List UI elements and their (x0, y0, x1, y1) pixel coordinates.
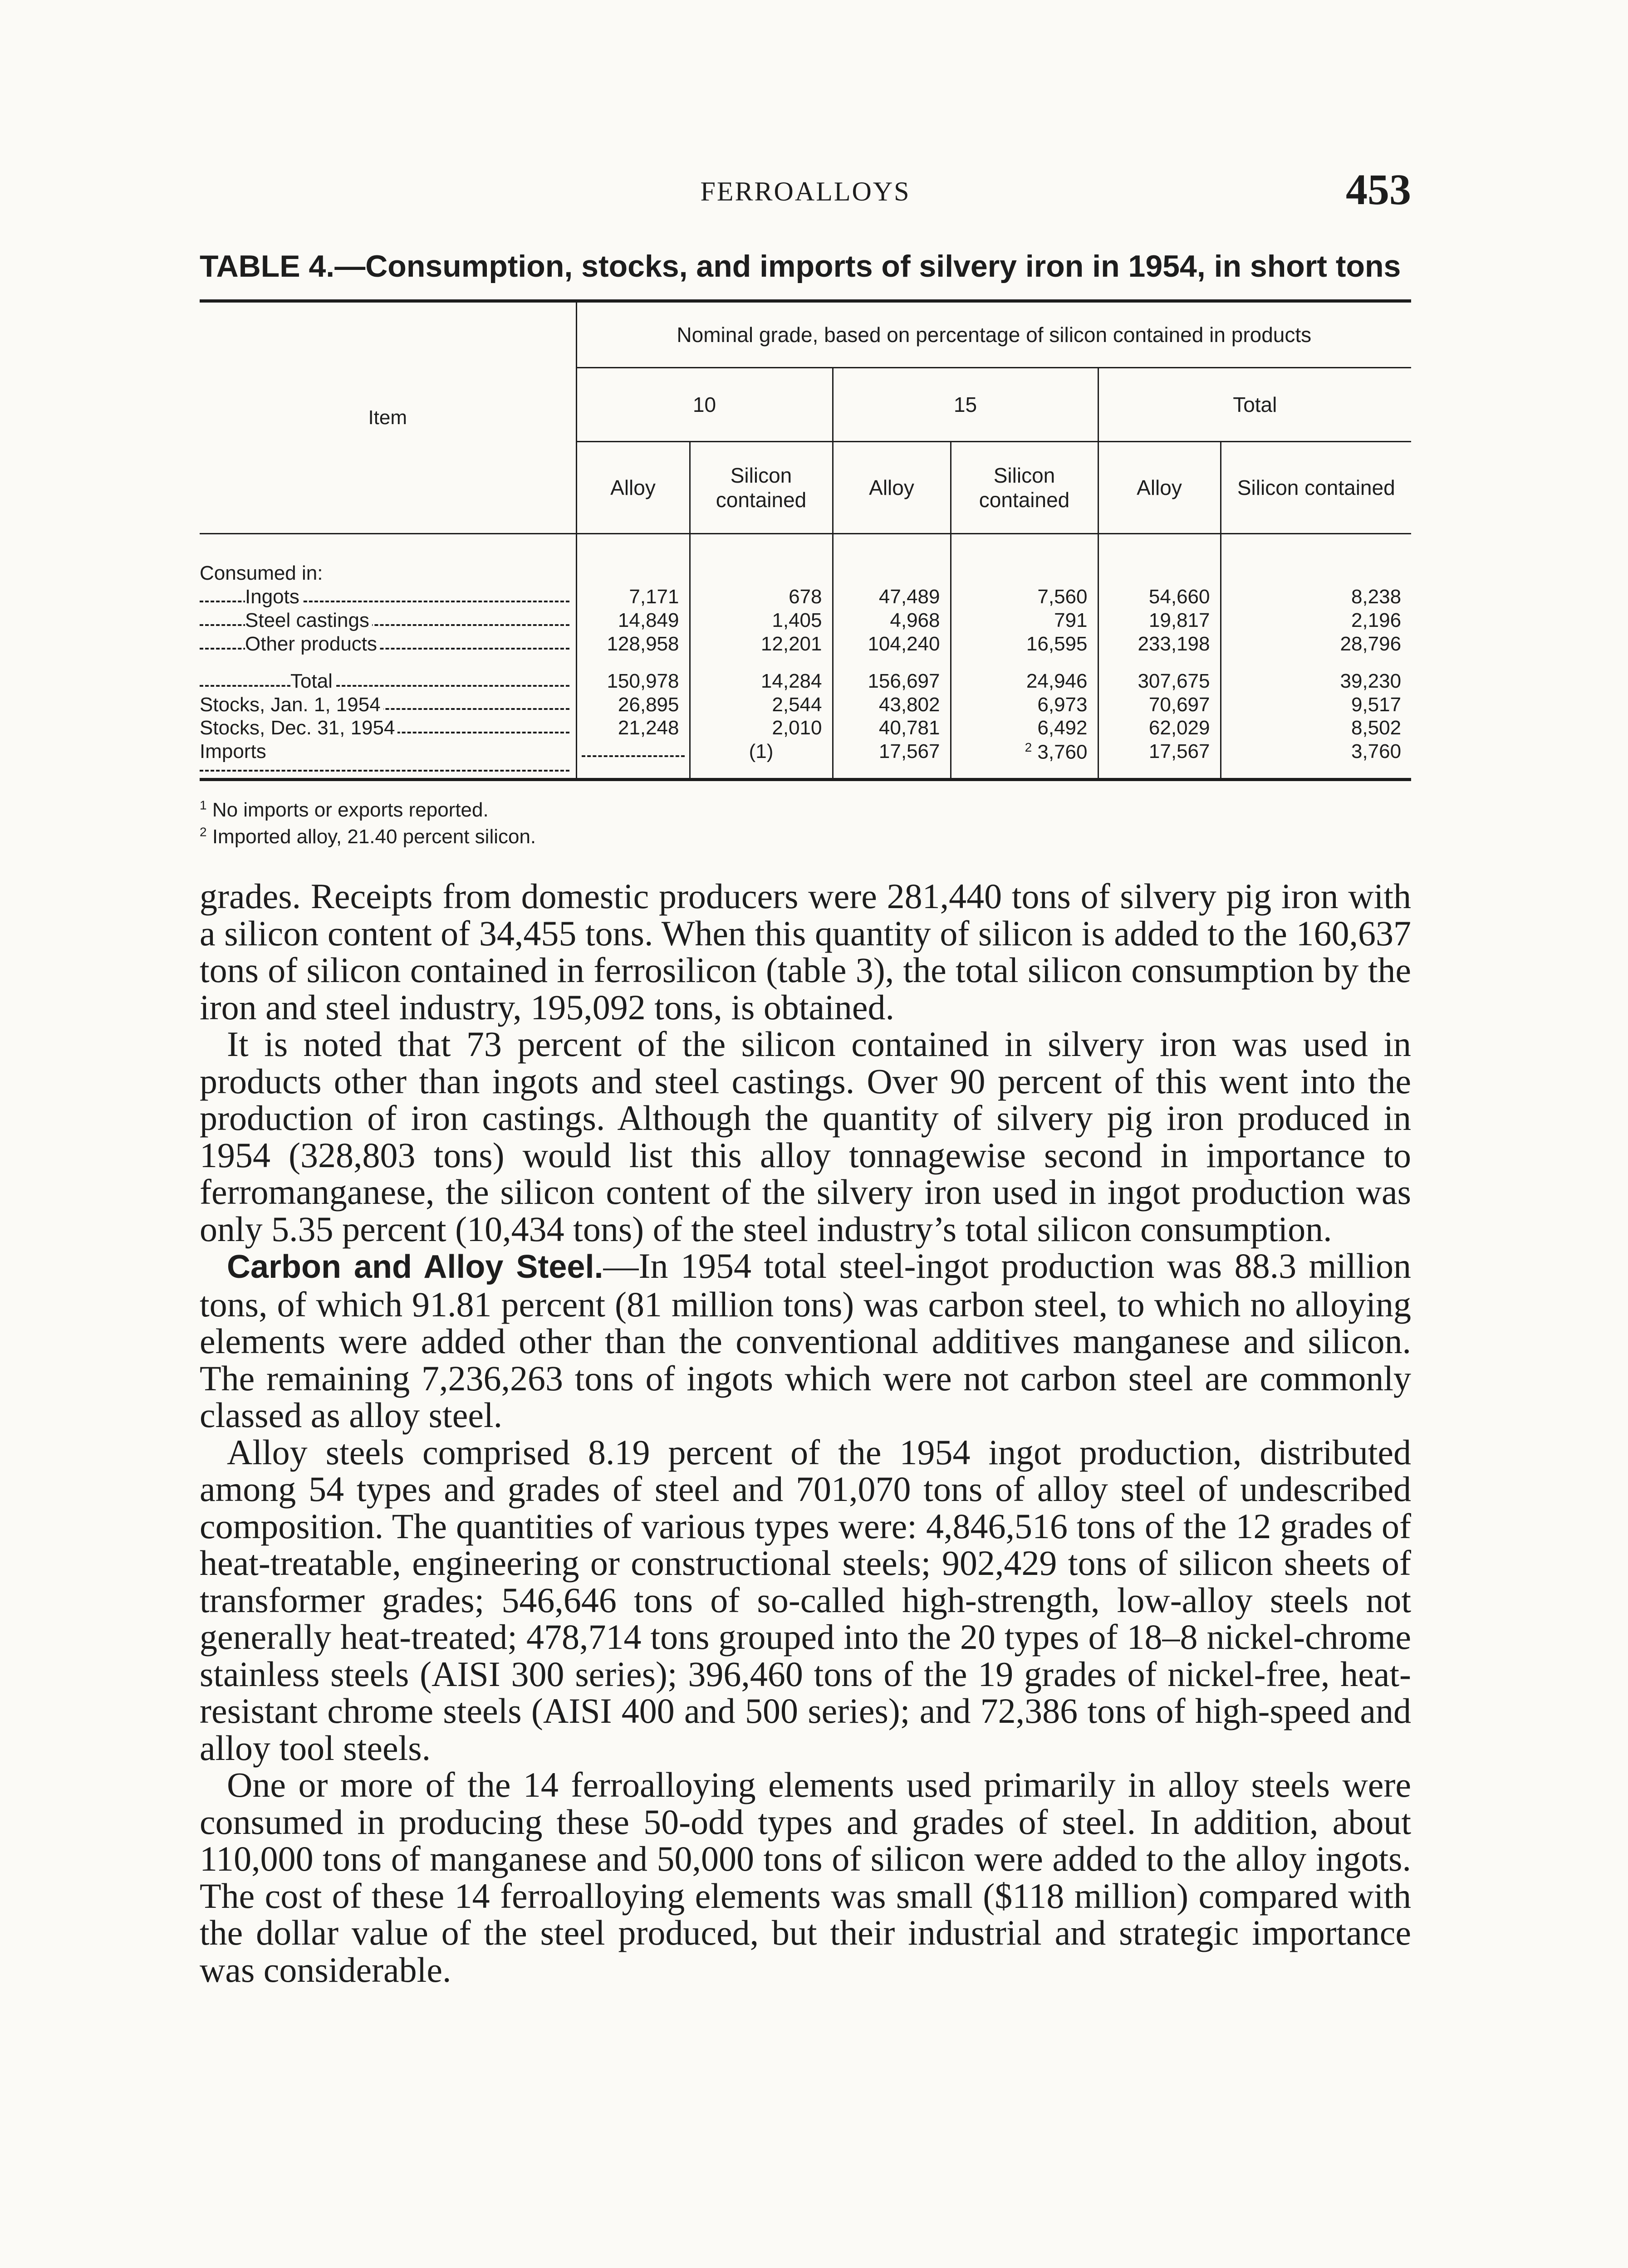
silvery-iron-table (200, 299, 1411, 781)
table-row (200, 740, 1411, 779)
cell: 104,240 (833, 632, 951, 656)
cell: 128,958 (576, 632, 690, 656)
cell: 47,489 (833, 585, 951, 609)
subheader-alloy-total: Alloy (1098, 442, 1221, 534)
row-label: Ingots (200, 585, 576, 609)
cell: 156,697 (833, 656, 951, 693)
cell: 21,248 (576, 716, 690, 740)
subheader-alloy-10: Alloy (576, 442, 690, 534)
cell: 4,968 (833, 609, 951, 632)
row-label: Consumed in: (200, 534, 576, 585)
cell: 7,560 (951, 585, 1098, 609)
cell: 8,502 (1221, 716, 1411, 740)
cell: 17,567 (1098, 740, 1221, 779)
cell: 6,492 (951, 716, 1098, 740)
cell: 14,284 (690, 656, 833, 693)
cell: 62,029 (1098, 716, 1221, 740)
cell: 12,201 (690, 632, 833, 656)
row-label: Stocks, Dec. 31, 1954 (200, 716, 576, 740)
row-label: Other products (200, 632, 576, 656)
table-row-total (200, 656, 1411, 693)
page-number: 453 (1346, 165, 1411, 214)
row-label: Steel castings (200, 609, 576, 632)
cell: 28,796 (1221, 632, 1411, 656)
subheader-silicon-10: Silicon contained (690, 442, 833, 534)
cell: 9,517 (1221, 693, 1411, 717)
table-row (200, 693, 1411, 717)
grade-group-header: Nominal grade, based on percentage of silicon contained in products (576, 301, 1411, 368)
cell: 14,849 (576, 609, 690, 632)
grade-10-header: 10 (576, 368, 833, 442)
item-column-header: Item (200, 301, 576, 534)
row-label: Imports (200, 740, 576, 779)
cell: 40,781 (833, 716, 951, 740)
table-row (200, 716, 1411, 740)
grade-total-header: Total (1098, 368, 1411, 442)
cell: 26,895 (576, 693, 690, 717)
cell: 791 (951, 609, 1098, 632)
cell: 2,196 (1221, 609, 1411, 632)
subheader-silicon-15: Silicon contained (951, 442, 1098, 534)
cell: 150,978 (576, 656, 690, 693)
cell: 43,802 (833, 693, 951, 717)
cell: 7,171 (576, 585, 690, 609)
cell: 19,817 (1098, 609, 1221, 632)
cell: 16,595 (951, 632, 1098, 656)
table-row (200, 534, 1411, 585)
cell: $^2$ 3,760 (951, 740, 1098, 779)
body-text (200, 878, 1411, 1988)
cell: (1) (690, 740, 833, 779)
table-caption: TABLE 4.—Consumption, stocks, and imports of silvery iron in 1954, in short tons (200, 249, 1401, 284)
cell: 1,405 (690, 609, 833, 632)
table-row (200, 632, 1411, 656)
cell: 2,544 (690, 693, 833, 717)
cell: 39,230 (1221, 656, 1411, 693)
table-row (200, 609, 1411, 632)
paragraph: Carbon and Alloy Steel.—In 1954 total steel-ingot production was 88.3 million tons, of which 91.81 percent (81 million tons) was carbon steel, to which no alloying elements were added other than the conventional additives manganese and silicon. The remaining 7,236,263 tons of ingots which were not carbon steel are commonly classed as alloy steel. (200, 1246, 1411, 1435)
cell: 233,198 (1098, 632, 1221, 656)
cell: 24,946 (951, 656, 1098, 693)
cell: 17,567 (833, 740, 951, 779)
cell: 6,973 (951, 693, 1098, 717)
paragraph: Alloy steels comprised 8.19 percent of the 1954 ingot production, distributed among 54 types and grades of steel and 701,070 tons of alloy steel of undescribed composition. The quantities of various types were: 4,846,516 tons of the 12 grades of heat-treatable, engineering or constructional steels; 902,429 tons of silicon sheets of transformer grades; 546,646 tons of so-called high-strength, low-alloy steels not generally heat-treated; 478,714 tons grouped into the 20 types of 18–8 nickel-chrome stainless steels (AISI 300 series); 396,460 tons of the 19 grades of nickel-free, heat-resistant chrome steels (AISI 400 and 500 series); and 72,386 tons of high-speed and alloy tool steels. (200, 1432, 1411, 1768)
cell: 70,697 (1098, 693, 1221, 717)
subheader-silicon-total: Silicon contained (1221, 442, 1411, 534)
paragraph: grades. Receipts from domestic producers were 281,440 tons of silvery pig iron with a silicon content of 34,455 tons. When this quantity of silicon is added to the 160,637 tons of silicon contained in ferrosilicon (table 3), the total silicon consumption by the iron and steel industry, 195,092 tons, is obtained. (200, 876, 1411, 1027)
running-title: FERROALLOYS (700, 176, 911, 206)
cell: 307,675 (1098, 656, 1221, 693)
footnote: $^1$ No imports or exports reported. (200, 798, 489, 821)
cell (576, 740, 690, 779)
grade-15-header: 15 (833, 368, 1098, 442)
cell: 2,010 (690, 716, 833, 740)
cell: 678 (690, 585, 833, 609)
cell: 54,660 (1098, 585, 1221, 609)
cell: 3,760 (1221, 740, 1411, 779)
page-header (200, 165, 1411, 218)
cell: 8,238 (1221, 585, 1411, 609)
section-heading: Carbon and Alloy Steel. (227, 1249, 603, 1285)
row-label: Total (200, 656, 576, 693)
table-footnotes (200, 797, 1411, 850)
subheader-alloy-15: Alloy (833, 442, 951, 534)
paragraph: One or more of the 14 ferroalloying elements used primarily in alloy steels were consumed in producing these 50-odd types and grades of steel. In addition, about 110,000 tons of manganese and 50,000 tons of silicon were added to the alloy ingots. The cost of these 14 ferroalloying elements was small ($118 million) compared with the dollar value of the steel produced, but their industrial and strategic importance was considerable. (200, 1765, 1411, 1989)
paragraph: It is noted that 73 percent of the silicon contained in silvery iron was used in products other than ingots and steel castings. Over 90 percent of this went into the production of iron castings. Although the quantity of silvery pig iron produced in 1954 (328,803 tons) would list this alloy tonnagewise second in importance to ferromanganese, the silicon content of the silvery iron used in ingot production was only 5.35 percent (10,434 tons) of the steel industry’s total silicon consumption. (200, 1024, 1411, 1249)
footnote: $^2$ Imported alloy, 21.40 percent silicon. (200, 825, 536, 848)
row-label: Stocks, Jan. 1, 1954 (200, 693, 576, 717)
table-row (200, 585, 1411, 609)
